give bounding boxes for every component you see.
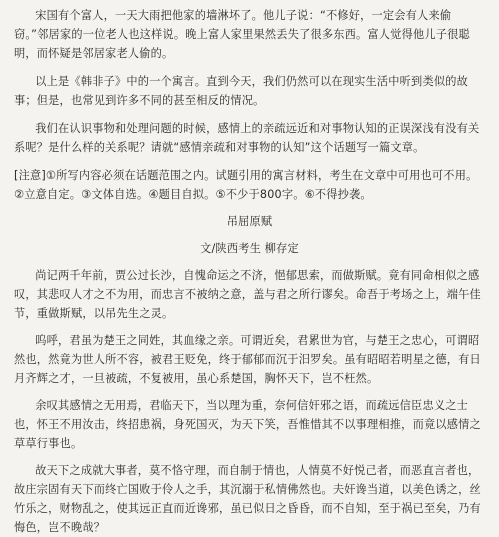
essay-author: 文/陕西考生 柳存定	[200, 242, 299, 255]
essay-paragraph-3: 余叹其感情之无用焉，君临天下，当以理为重，奈何信奸邪之语，而疏远信臣忠义之士也，怀王不用汝击，终招患祸，身死国灭，为天下笑，吾惟惜其不以事理相推，而竟以感情之草草行事也。	[14, 399, 481, 450]
prompt-paragraph-2: 以上是《韩非子》中的一个寓言。直到今天，我们仍然可以在现实生活中听到类似的故事；但是，也常见到许多不同的甚至相反的情况。	[14, 75, 468, 107]
prompt-paragraph-1: 宋国有个富人，一天大雨把他家的墙淋坏了。他儿子说：“不修好，一定会有人来偷窃。”邻居家的一位老人也这样说。晚上富人家里果然丢失了很多东西。富人觉得他儿子很聪明，而怀疑是邻居家老人偷的。	[14, 9, 470, 60]
essay-paragraph-1: 尚记两千年前，贾公过长沙，自愧命运之不济，悒郁思索，而做斯赋。竟有同命相似之感叹，其悲叹人才之不为用，而忠言不被纳之意，盖与君之所行谬矣。命吾于考场之上，端午佳节，重做斯赋，以吊先生之灵。	[14, 269, 481, 320]
essay-title: 吊屈原赋	[226, 215, 273, 228]
notice-paragraph: [注意]①所写内容必须在话题范围之内。试题引用的寓言材料，考生在文章中可用也可不用。②立意自定。③文体自选。④题目自拟。⑤不少于800字。⑥不得抄袭。	[14, 169, 478, 201]
essay-paragraph-4: 故天下之成就大事者，莫不恪守理，而自制于情也，人情莫不好悦己者，而恶直言者也，故庄宗固有天下而终亡国败于伶人之手，其沉溺于私情佛然也。夫奸谗当道，以美色诱之，丝竹乐之，财物乱之，使其远正直而近谗邪，虽已似日之昏昏，而不自知，至于祸已至矣，乃有悔色，岂不晚哉？	[14, 464, 481, 534]
prompt-paragraph-3: 我们在认识事物和处理问题的时候，感情上的亲疏远近和对事物认知的正误深浅有没有关系呢？是什么样的关系呢？请就“感情亲疏和对事物的认知”这个话题写一篇文章。	[14, 122, 480, 154]
essay-paragraph-2: 呜呼，君虽为楚王之同姓，其血缘之亲。可谓近矣，君累世为官，与楚王之忠心，可谓昭然也，然竟为世人所不容，被君王贬免，终于郁郁而沉于汨罗矣。虽有昭昭若明星之德，有日月齐辉之才，一旦被疏，不复被用，虽心系楚国，胸怀天下，岂不枉然。	[14, 334, 481, 385]
